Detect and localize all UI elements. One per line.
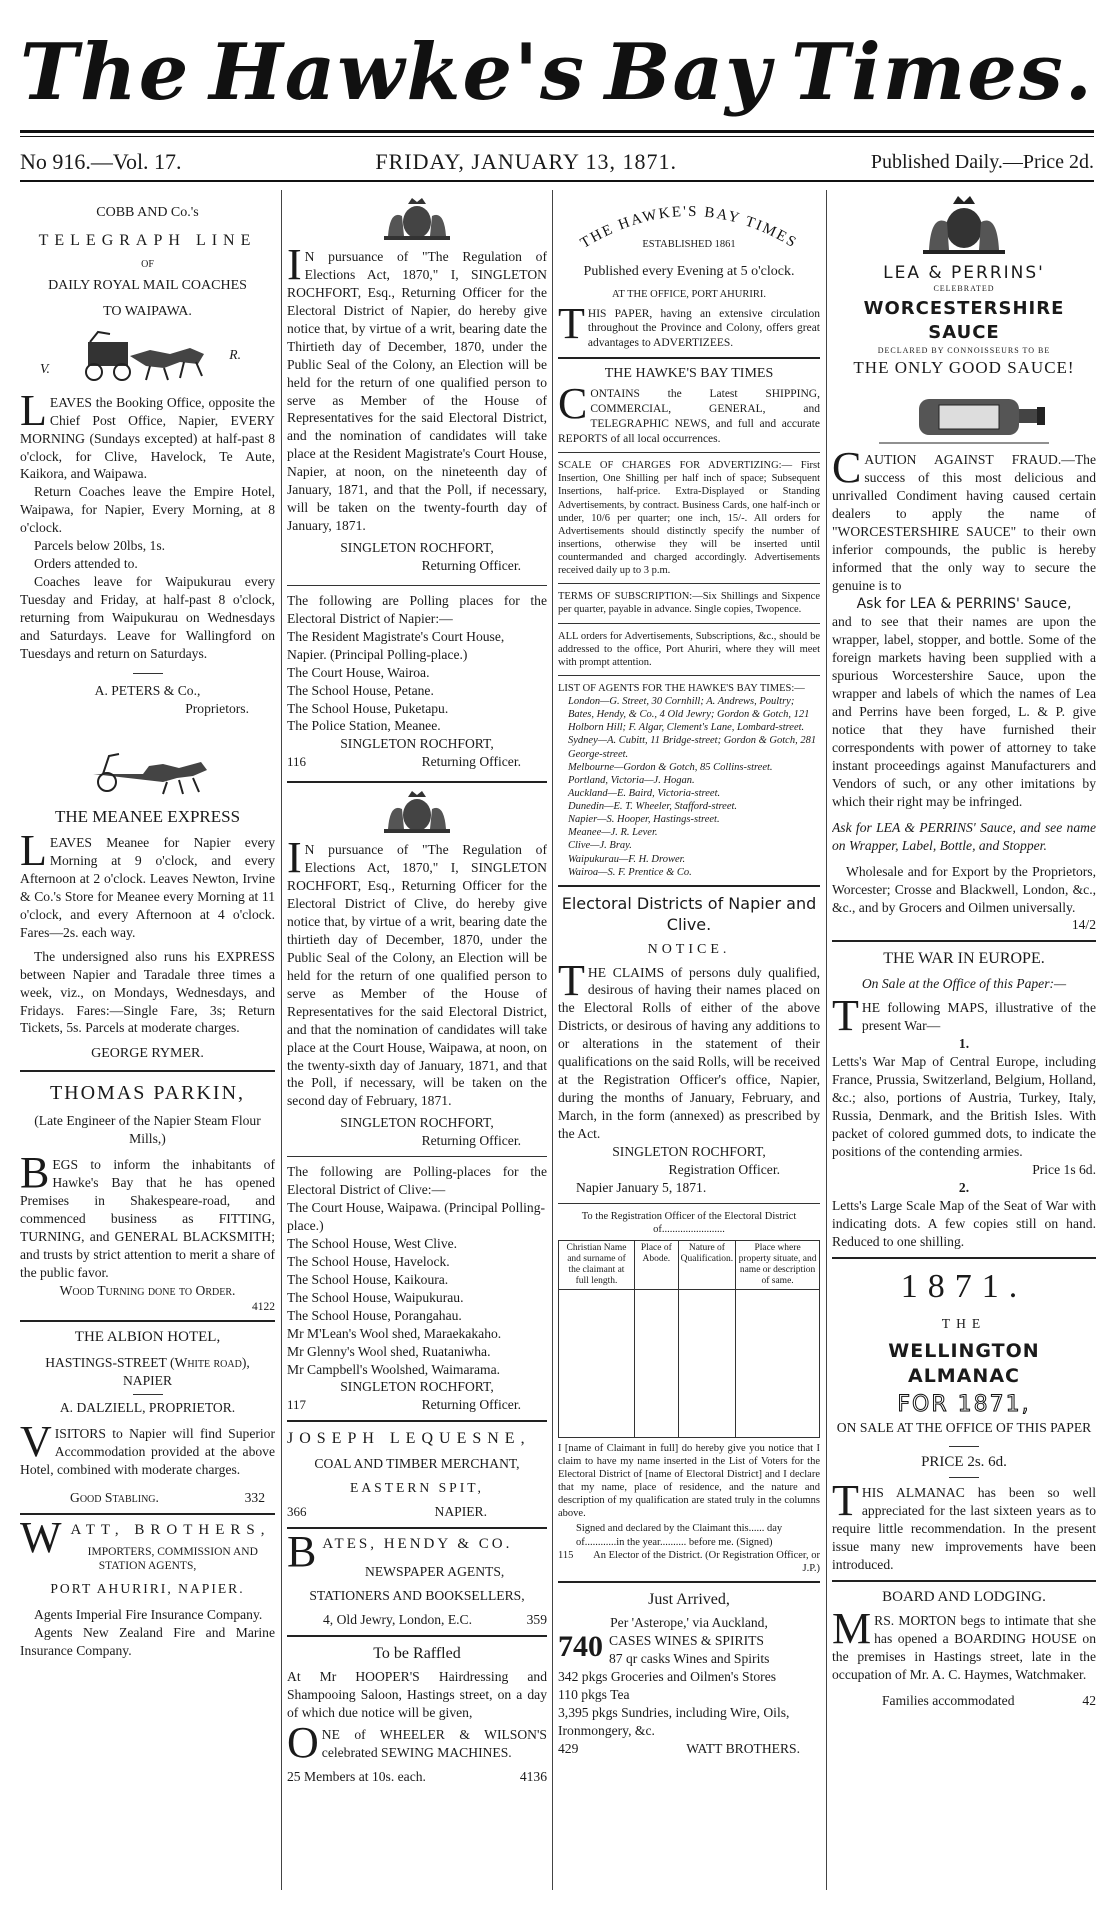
polling-place: The School House, West Clive. (287, 1235, 458, 1251)
agent-item: Auckland—E. Baird, Victoria-street. (568, 787, 721, 799)
clive-text: The following are Polling-places for the Electoral District of Clive:— (287, 1164, 547, 1198)
masthead-word: Hawke's (209, 26, 586, 118)
war-text: THE following MAPS, illustrative of the present War— (832, 991, 1096, 1041)
lea-text: CAUTION AGAINST FRAUD.—The success of this most delicious and unrivalled Condiment having caused certain dealers to apply the name of "WORCESTERSHIRE SAUCE" to their own inferior compounds, the public is hereby informed that the only way to secure the genuine is to (832, 443, 1096, 594)
form-footer (558, 1549, 820, 1575)
bates-title: BATES, HENDY & CO. (287, 1527, 513, 1577)
form-column-header: Place where property situate, and name or description of same. (736, 1240, 820, 1289)
meanee-text: LEAVES Meanee for Napier every Morning at 9 o'clock, and every Afternoon at 2 o'clock. Leaves Newton, Irvine & Co.'s Store for Meanee every Morning at 11 o'clock, and every Afternoon at 4 o'clock. Fares—2s. each way. (20, 826, 275, 940)
masthead (20, 14, 1094, 130)
masthead-word: Bay (604, 26, 773, 118)
electoral-title: Electoral Districts of Napier and Clive. (561, 893, 817, 934)
cobb-line: OF (141, 258, 154, 270)
cobb-title: TELEGRAPH LINE (38, 232, 257, 250)
albion-number: 332 (244, 1489, 265, 1505)
meanee-advert (20, 806, 275, 1064)
hbt-heading: THE HAWKE'S BAY TIMES (604, 365, 774, 381)
issue-date: FRIDAY, JANUARY 13, 1871. (375, 149, 678, 174)
lea-line: DECLARED BY CONNOISSEURS TO BE (877, 346, 1051, 356)
war-map-price: Price 1s 6d. (1032, 1161, 1096, 1177)
polling-place: The School House, Porangahau. (287, 1307, 462, 1323)
divider (558, 885, 820, 887)
watt-title: WATT, BROTHERS, (20, 1512, 271, 1562)
r-letter: R. (229, 346, 241, 362)
divider (558, 452, 820, 453)
hbt-agents-heading: LIST OF AGENTS FOR THE HAWKE'S BAY TIMES:— (558, 682, 805, 694)
divider (558, 1203, 820, 1204)
divider (832, 1580, 1096, 1582)
divider (287, 1156, 547, 1157)
bates-line: STATIONERS AND BOOKSELLERS, (309, 1587, 525, 1603)
almanac-the: THE (941, 1316, 987, 1332)
coach-icon (80, 328, 210, 386)
cobb-line: DAILY ROYAL MAIL COACHES (48, 277, 247, 293)
form-column-header: Christian Name and surname of the claimant at full length. (559, 1240, 635, 1289)
almanac-advert (832, 1265, 1096, 1574)
napier-signature: Returning Officer. (421, 754, 521, 770)
napier-election-notice (287, 240, 547, 771)
almanac-text: THIS ALMANAC has been so well appreciated for the last sixteen years as to require little recommendation. In the present issue many new improvements have been introduced. (832, 1476, 1096, 1573)
polling-place: The School House, Puketapu. (287, 700, 449, 716)
hbt-office: AT THE OFFICE, PORT AHURIRI. (612, 288, 766, 300)
divider (949, 1477, 979, 1478)
divider (287, 1527, 547, 1529)
divider (287, 585, 547, 586)
lequesne-footer (287, 1503, 547, 1521)
napier-signature: SINGLETON ROCHFORT, (340, 736, 494, 752)
hbt-charges: SCALE OF CHARGES FOR ADVERTIZING:— First Insertion, One Shilling per half inch of space; Subsequent Insertions, half-price. Extra-Displayed or Standing Advertisements, by contract. Business Cards, one half-inch or under, 10/6 per quarter; one inch, 15/-. All orders for Advertisements should distinctly specify the number of insertions, otherwise they will be inserted until countermanded and charged accordingly. Advertisements received daily up to 3 p.m. (558, 460, 820, 577)
napier-number: 116 (287, 754, 307, 770)
arrived-line: CASES WINES & SPIRITS (609, 1632, 764, 1648)
agent-item: Sydney—A. Cubitt, 11 Bridge-street; Gordon & Gotch, 281 George-street. (568, 735, 817, 760)
napier-text: IN pursuance of "The Regulation of Elections Act, 1870," I, SINGLETON ROCHFORT, Esq., Returning Officer for the Electoral District of Napier, do hereby give notice that, by virtue of a writ, bearing date the Thirtieth day of December, 1870, under the Public Seal of the Colony, an Election will be held for the return of one qualified person to serve as Member of the House of Representatives for the said Electoral District, and the nomination of candidates will take place at the Resident Magistrate's Court House, Napier, at noon, on the nineteenth day of January, 1871, and that the Poll, if necessary, will be taken on the twenty-fourth day of January, 1871. (287, 240, 547, 534)
arrived-signature: WATT BROTHERS. (686, 1740, 800, 1756)
divider (20, 136, 1094, 137)
form-cell (678, 1289, 736, 1437)
divider (558, 357, 820, 359)
hbt-subscription: TERMS OF SUBSCRIPTION:—Six Shillings and Sixpence per quarter, payable in advance. Single copies, Twopence. (558, 591, 820, 616)
agent-item: Meanee—J. R. Lever. (568, 827, 658, 839)
lea-text: Ask for LEA & PERRINS' Sauce, and see name on Wrapper, Label, Bottle, and Stopper. (832, 819, 1096, 853)
divider (287, 781, 547, 783)
electoral-notice (558, 893, 820, 1575)
bates-number: 359 (526, 1611, 547, 1627)
masthead-word: The (20, 26, 191, 118)
form-elector: An Elector of the District. (Or Registration Officer, or J.P.) (593, 1549, 820, 1574)
royal-arms-icon (378, 789, 456, 835)
bates-footer (287, 1611, 547, 1629)
watt-line: STATION AGENTS, (98, 1560, 197, 1573)
divider (133, 1394, 163, 1395)
almanac-year: 1871. (900, 1267, 1028, 1305)
almanac-title: WELLINGTON ALMANAC (888, 1340, 1040, 1388)
raffle-text: At Mr HOOPER'S Hairdressing and Shampooing Saloon, Hastings street, on a day of which due notice will be given, (287, 1668, 547, 1720)
form-cell (559, 1289, 635, 1437)
parkin-advert (20, 1080, 275, 1314)
column-rule (826, 190, 827, 1890)
divider (287, 1635, 547, 1637)
agent-item: Portland, Victoria—J. Hogan. (568, 774, 695, 786)
clive-signature: Returning Officer. (421, 1397, 521, 1413)
cobb-line: TO WAIPAWA. (103, 304, 192, 320)
royal-crest-icon (919, 192, 1009, 256)
war-sale: On Sale at the Office of this Paper:— (861, 976, 1067, 992)
arrived-footer (558, 1740, 820, 1758)
lequesne-number: 366 (287, 1504, 307, 1520)
meanee-text: The undersigned also runs his EXPRESS between Napier and Taradale three times a week, viz., on Mondays, Wednesdays, and Fridays. Fares:—Single Fare, 3s; Return Tickets, 5s. Parcels at moderate charges. (20, 948, 275, 1036)
polling-place: Mr M'Lean's Wool shed, Maraekakaho. (287, 1325, 502, 1341)
raffle-footer (287, 1768, 547, 1786)
form-declaration: I [name of Claimant in full] do hereby give you notice that I claim to have my name inserted in the List of Voters for the Electoral District of [name of Electoral District] and I declare that my name, place of residence, and the nature and description of my qualification are stated truly in the columns above. (558, 1442, 820, 1520)
divider (287, 1420, 547, 1422)
coach-illustration (20, 326, 275, 388)
war-advert (832, 948, 1096, 1250)
polling-place: The School House, Waipukurau. (287, 1289, 464, 1305)
meanee-title: THE MEANEE EXPRESS (54, 806, 241, 826)
masthead-word: Times. (791, 26, 1094, 118)
agent-item: Dunedin—E. T. Wheeler, Stafford-street. (568, 801, 738, 813)
clive-number: 117 (287, 1397, 307, 1413)
electoral-text: THE CLAIMS of persons duly qualified, desirous of having their names placed on the Electoral Rolls of either of the above Districts, or desirous of having any additions to or alterations in the statement of their qualifications on the said Rolls, will be received at the Registration Officer's office, Napier, during the months of January, February, and March, in the form (annexed) as prescribed by the Act. (558, 955, 820, 1141)
agent-item: Melbourne—Gordon & Gotch, 85 Collins-street. (568, 761, 773, 773)
electoral-notice-label: NOTICE. (647, 942, 731, 958)
parkin-subtitle: (Late Engineer of the Napier Steam Flour Mills,) (34, 1113, 261, 1147)
albion-proprietor: A. DALZIELL, PROPRIETOR. (59, 1400, 236, 1416)
cobb-text: Coaches leave for Waipukurau every Tuesday and Friday, at half-past 8 o'clock, returning from Waipukurau on Wednesdays and Saturdays. Leave for Wallingford on Tuesdays and return on Saturdays. (20, 574, 275, 661)
raffle-number: 4136 (519, 1768, 547, 1784)
clive-signature: SINGLETON ROCHFORT, (340, 1379, 494, 1395)
board-title: BOARD AND LODGING. (882, 1588, 1046, 1605)
polling-place: The School House, Petane. (287, 682, 434, 698)
raffle-title: To be Raffled (373, 1644, 461, 1662)
arrived-big-number: 740 (558, 1629, 603, 1663)
lea-title: LEA & PERRINS' (883, 263, 1045, 283)
agent-item: Napier—S. Hooper, Hastings-street. (568, 814, 720, 826)
divider (558, 583, 820, 584)
watt-line: IMPORTERS, COMMISSION AND (87, 1545, 258, 1558)
almanac-year-label: FOR 1871, (897, 1391, 1031, 1417)
agent-item: Waipukurau—F. H. Drower. (568, 853, 686, 865)
form-column-header: Place of Abode. (635, 1240, 679, 1289)
napier-footer (287, 753, 547, 771)
albion-footer-text: Good Stabling. (70, 1489, 159, 1505)
albion-title: THE ALBION HOTEL, (74, 1329, 221, 1346)
form-cell (736, 1289, 820, 1437)
polling-place: The Resident Magistrate's Court House, Napier. (Principal Polling-place.) (287, 628, 505, 662)
lea-line: CELEBRATED (933, 284, 995, 294)
cobb-text: Return Coaches leave the Empire Hotel, Waipawa, for Napier, Every Morning, at 8 o'clock. (20, 484, 275, 536)
bates-advert (287, 1527, 547, 1629)
divider (832, 940, 1096, 942)
form-column-header: Nature of Qualification. (678, 1240, 736, 1289)
express-cart-icon (83, 744, 213, 798)
hbt-established: ESTABLISHED 1861 (642, 239, 736, 250)
arrived-title: Just Arrived, (648, 1590, 730, 1608)
polling-place: Mr Campbell's Woolshed, Waimarama. (287, 1361, 501, 1377)
lea-ask: Ask for LEA & PERRINS' Sauce, (856, 595, 1072, 612)
raffle-text: ONE of WHEELER & WILSON'S celebrated SEWING MACHINES. (287, 1717, 547, 1767)
form-signed: Signed and declared by the Claimant this...... day of............in the year.......... before me. (Signed) (576, 1523, 783, 1548)
sauce-bottle-icon (879, 385, 1049, 445)
column-1 (20, 190, 275, 1890)
bates-line: NEWSPAPER AGENTS, (365, 1564, 505, 1580)
divider (20, 1070, 275, 1072)
arrived-line: Per 'Asterope,' via Auckland, (610, 1615, 768, 1631)
cobb-text: Parcels below 20lbs, 1s. (34, 538, 166, 554)
watt-advert (20, 1512, 275, 1660)
lea-product: WORCESTERSHIRE SAUCE (863, 297, 1065, 343)
royal-arms-icon (378, 196, 456, 242)
electoral-signature: Registration Officer. (668, 1161, 780, 1177)
watt-line: PORT AHURIRI, NAPIER. (50, 1580, 245, 1596)
column-4 (832, 190, 1096, 1890)
divider (558, 675, 820, 676)
divider (558, 623, 820, 624)
almanac-price: PRICE 2s. 6d. (921, 1454, 1007, 1471)
parkin-title: THOMAS PARKIN, (49, 1081, 246, 1104)
polling-place: The Court House, Waipawa. (Principal Polling-place.) (287, 1200, 546, 1233)
albion-address: HASTINGS-STREET (White road), NAPIER (45, 1355, 250, 1389)
lea-number: 14/2 (1071, 917, 1096, 933)
electoral-number: 115 (558, 1549, 574, 1561)
lea-perrins-advert (832, 262, 1096, 934)
arrived-number: 429 (558, 1740, 579, 1756)
arrived-line: 342 pkgs Groceries and Oilmen's Stores (558, 1668, 777, 1684)
board-footer (832, 1692, 1096, 1710)
polling-place: The Police Station, Meanee. (287, 718, 441, 734)
divider (20, 1320, 275, 1322)
divider (20, 130, 1094, 133)
clive-text: IN pursuance of "The Regulation of Elections Act, 1870," I, SINGLETON ROCHFORT, Esq., Returning Officer for the Electoral District of Clive, do hereby give notice that, by virtue of a writ, bearing date the thirtieth day of December, 1870, under the Public Seal of the Colony, an Election will be held for the return of one qualified person to serve as Member of the House of Representatives for the said Electoral District, and that the nomination of candidates will take place at the Court House, Waipawa, at noon, on the twenty-sixth day of January, 1871, and that the Poll, if necessary, will be taken on the second day of February, 1871. (287, 833, 547, 1109)
agents-list (558, 695, 820, 879)
column-rule (552, 190, 553, 1890)
arrived-line: 110 pkgs Tea (558, 1686, 630, 1702)
lea-text: and to see that their names are upon the wrapper, label, stopper, and bottle. Some of the foreign markets having been supplied with a spurious Worcestershire Sauce, upon the wrapper and labels of which the names of Lea and Perrins have been forged, L. & P. give notice that they have furnished their correspondents with power of attorney to take instant proceedings against Manufacturers and Vendors of such, or any other imitations by which their right may be infringed. (832, 614, 1096, 809)
agent-item: London—G. Street, 30 Cornhill; A. Andrews, Poultry; Bates, Hendy, & Co., 4 Old Jewry; Gordon & Gotch, 121 Holborn Hill; F. Algar, Clement's Lane, Lombard-street. (568, 696, 810, 734)
divider (20, 180, 1094, 182)
cobb-advert (20, 204, 275, 718)
cobb-line: COBB AND Co.'s (96, 205, 199, 220)
hbt-published: Published every Evening at 5 o'clock. (583, 264, 795, 280)
agent-item: Clive—J. Bray. (568, 840, 632, 852)
polling-place: The School House, Havelock. (287, 1253, 450, 1269)
lea-slogan: THE ONLY GOOD SAUCE! (853, 358, 1075, 378)
column-2 (287, 190, 547, 1890)
war-number: 2. (958, 1179, 970, 1195)
watt-text: Agents Imperial Fire Insurance Company. (34, 1606, 263, 1622)
raffle-advert (287, 1643, 547, 1786)
lequesne-line: EASTERN SPIT, (350, 1480, 484, 1496)
board-text: MRS. MORTON begs to intimate that she has opened a BOARDING HOUSE on the premises in Hastings street, late in the occupation of Mr. A. C. Haymes, Watchmaker. (832, 1603, 1096, 1682)
hbt-text: THIS PAPER, having an extensive circulation throughout the Province and Colony, offers great advantages to ADVERTIZEES. (558, 298, 820, 350)
albion-footer (20, 1489, 275, 1507)
hbt-text: CONTAINS the Latest SHIPPING, COMMERCIAL, GENERAL, and TELEGRAPHIC NEWS, and full and accurate REPORTS of all local occurrences. (558, 379, 820, 445)
watt-text: Agents New Zealand Fire and Marine Insurance Company. (20, 1624, 275, 1658)
divider (558, 1581, 820, 1583)
raffle-text: 25 Members at 10s. each. (287, 1768, 426, 1784)
war-number: 1. (958, 1036, 970, 1052)
parkin-text: BEGS to inform the inhabitants of Hawke's Bay that he has opened Premises in Shakespeare-road, and commenced business as FITTING, TURNING, and GENERAL BLACKSMITH; and trusts by strict attention to merit a share of the public favor. (20, 1148, 275, 1280)
issue-number: No 916.—Vol. 17. (20, 149, 182, 174)
cobb-signature: A. PETERS & Co., (94, 682, 201, 698)
polling-place: Mr Glenny's Wool shed, Ruataniwha. (287, 1343, 491, 1359)
parkin-number: 4122 (252, 1300, 275, 1313)
polling-place: The Court House, Wairoa. (287, 664, 430, 680)
divider (949, 1446, 979, 1447)
arrived-line: 87 qr casks Wines and Spirits (609, 1650, 770, 1666)
meanee-signature: GEORGE RYMER. (91, 1046, 204, 1062)
board-footer-text: Families accommodated (882, 1692, 1015, 1708)
napier-signature: Returning Officer. (421, 557, 521, 573)
parkin-text: Wood Turning done to Order. (59, 1282, 236, 1298)
polling-place: The School House, Kaikoura. (287, 1271, 449, 1287)
electoral-signature: SINGLETON ROCHFORT, (612, 1143, 766, 1159)
lea-text: Wholesale and for Export by the Proprietors, Worcester; Crosse and Blackwell, London, &c., &c., and by Grocers and Oilmen universally. (832, 863, 1096, 915)
war-map-2: Letts's Large Scale Map of the Seat of War with indicating dots. A few copies still on hand. Reduced to one shilling. (832, 1197, 1096, 1249)
napier-signature: SINGLETON ROCHFORT, (340, 540, 494, 555)
lequesne-title: JOSEPH LEQUESNE, (287, 1430, 531, 1448)
albion-advert (20, 1328, 275, 1506)
divider (832, 1257, 1096, 1259)
arrived-block (558, 1629, 820, 1668)
form-cell (635, 1289, 679, 1437)
issue-price: Published Daily.—Price 2d. (870, 150, 1094, 173)
v-letter: V. (40, 360, 50, 376)
almanac-sale: ON SALE AT THE OFFICE OF THIS PAPER (836, 1419, 1092, 1435)
bates-line: 4, Old Jewry, London, E.C. (323, 1611, 473, 1627)
hbt-orders: ALL orders for Advertisements, Subscriptions, &c., should be addressed to the office, Port Ahuriri, where they will meet with prompt attention. (558, 630, 820, 668)
divider (133, 673, 163, 674)
clive-election-notice (287, 833, 547, 1414)
electoral-date: Napier January 5, 1871. (576, 1179, 707, 1195)
cobb-text: LEAVES the Booking Office, opposite the Chief Post Office, Napier, EVERY MORNING (Sundays excepted) at half-past 8 o'clock, for Clive, Havelock, Te Aute, Kaikora, and Waipawa. (20, 385, 275, 482)
war-title: THE WAR IN EUROPE. (883, 950, 1045, 968)
arrived-line: 3,395 pkgs Sundries, including Wire, Oils, Ironmongery, &c. (558, 1704, 790, 1738)
clive-signature: Returning Officer. (421, 1133, 521, 1149)
lequesne-line: NAPIER. (434, 1504, 487, 1520)
lequesne-line: COAL AND TIMBER MERCHANT, (314, 1456, 520, 1472)
cobb-text: Orders attended to. (34, 556, 138, 572)
lequesne-advert (287, 1428, 547, 1521)
cobb-signature: Proprietors. (185, 700, 249, 716)
clive-signature: SINGLETON ROCHFORT, (340, 1115, 494, 1131)
albion-text: VISITORS to Napier will find Superior Accommodation provided at the above Hotel, combined with moderate charges. (20, 1416, 275, 1477)
form-heading: To the Registration Officer of the Electoral District of........................ (581, 1210, 797, 1235)
column-rule (281, 190, 282, 1890)
clive-footer (287, 1396, 547, 1414)
dateline (20, 146, 1094, 178)
hbt-arc-text: THE HAWKE'S BAY TIMES (577, 203, 801, 252)
war-map-1: Letts's War Map of Central Europe, including France, Prussia, Switzerland, Belgium, Holland, &c.; also, portions of Austria, Turkey, Italy, Russia, Denmark, and the British Isles. With packet of colored gummed dots, to indicate the positions of the contending armies. (832, 1054, 1096, 1159)
column-3 (558, 190, 820, 1890)
agent-item: Wairoa—S. F. Prentice & Co. (568, 866, 692, 878)
board-number: 42 (1082, 1692, 1096, 1708)
napier-text: The following are Polling places for the Electoral District of Napier:— (287, 592, 547, 626)
claim-form-table (558, 1240, 820, 1438)
arrived-advert (558, 1589, 820, 1758)
board-advert (832, 1588, 1096, 1709)
